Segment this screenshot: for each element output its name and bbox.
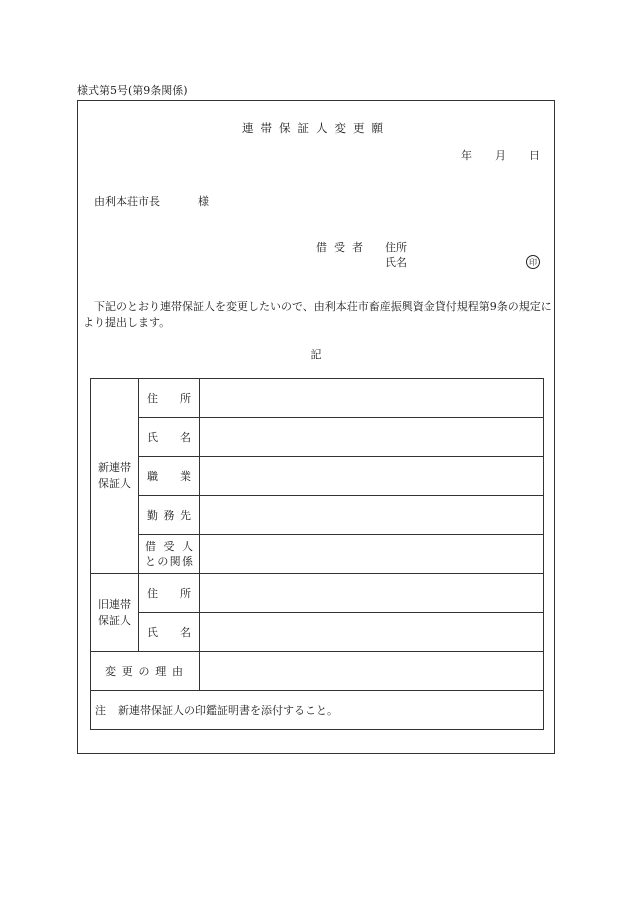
old-address-label: 住 所 [139, 574, 200, 613]
form-frame [77, 100, 555, 754]
new-occupation-label: 職 業 [139, 457, 200, 496]
reason-label: 変 更 の 理 由 [91, 652, 200, 691]
table-row [91, 691, 544, 730]
addressee-name: 由利本荘市長 [94, 195, 160, 208]
new-address-field[interactable] [200, 379, 544, 418]
table-row [91, 535, 544, 574]
new-workplace-label: 勤 務 先 [139, 496, 200, 535]
form-title: 連帯保証人変更願 [242, 121, 390, 135]
reason-field[interactable] [200, 652, 544, 691]
old-name-field[interactable] [200, 613, 544, 652]
table-row [91, 574, 544, 613]
table-row [91, 652, 544, 691]
borrower-name-label: 氏名 [385, 256, 407, 269]
new-name-field[interactable] [200, 418, 544, 457]
date-row [461, 149, 540, 163]
note-cell [91, 691, 544, 730]
ki-heading: 記 [310, 348, 322, 361]
new-address-label: 住 所 [139, 379, 200, 418]
new-relation-label: 借 受 人 と の 関 係 [139, 535, 200, 574]
table-row [91, 457, 544, 496]
addressee [94, 195, 209, 209]
guarantor-table [90, 378, 544, 730]
new-guarantor-group-label: 新連帯 保証人 [91, 379, 139, 574]
new-workplace-field[interactable] [200, 496, 544, 535]
old-name-label: 氏 名 [139, 613, 200, 652]
new-relation-field[interactable] [200, 535, 544, 574]
seal-mark: 印 [526, 255, 540, 269]
date-month-label: 月 [495, 149, 506, 162]
old-guarantor-group-label: 旧連帯 保証人 [91, 574, 139, 652]
table-row [91, 418, 544, 457]
table-row [91, 379, 544, 418]
date-day-label: 日 [529, 149, 540, 162]
borrower-address-label: 住所 [385, 241, 407, 254]
note-mark: 注 [95, 704, 106, 717]
borrower-label: 借受者 [316, 241, 370, 254]
table-row [91, 496, 544, 535]
date-year-label: 年 [461, 149, 472, 162]
new-name-label: 氏 名 [139, 418, 200, 457]
addressee-honorific: 様 [198, 195, 209, 208]
form-number-label: 様式第5号(第9条関係) [77, 84, 188, 97]
old-address-field[interactable] [200, 574, 544, 613]
body-text: 下記のとおり連帯保証人を変更したいので、由利本荘市畜産振興資金貸付規程第9条の規定により提出します。 [83, 300, 552, 329]
note-text: 新連帯保証人の印鑑証明書を添付すること。 [118, 704, 338, 717]
new-occupation-field[interactable] [200, 457, 544, 496]
table-row [91, 613, 544, 652]
